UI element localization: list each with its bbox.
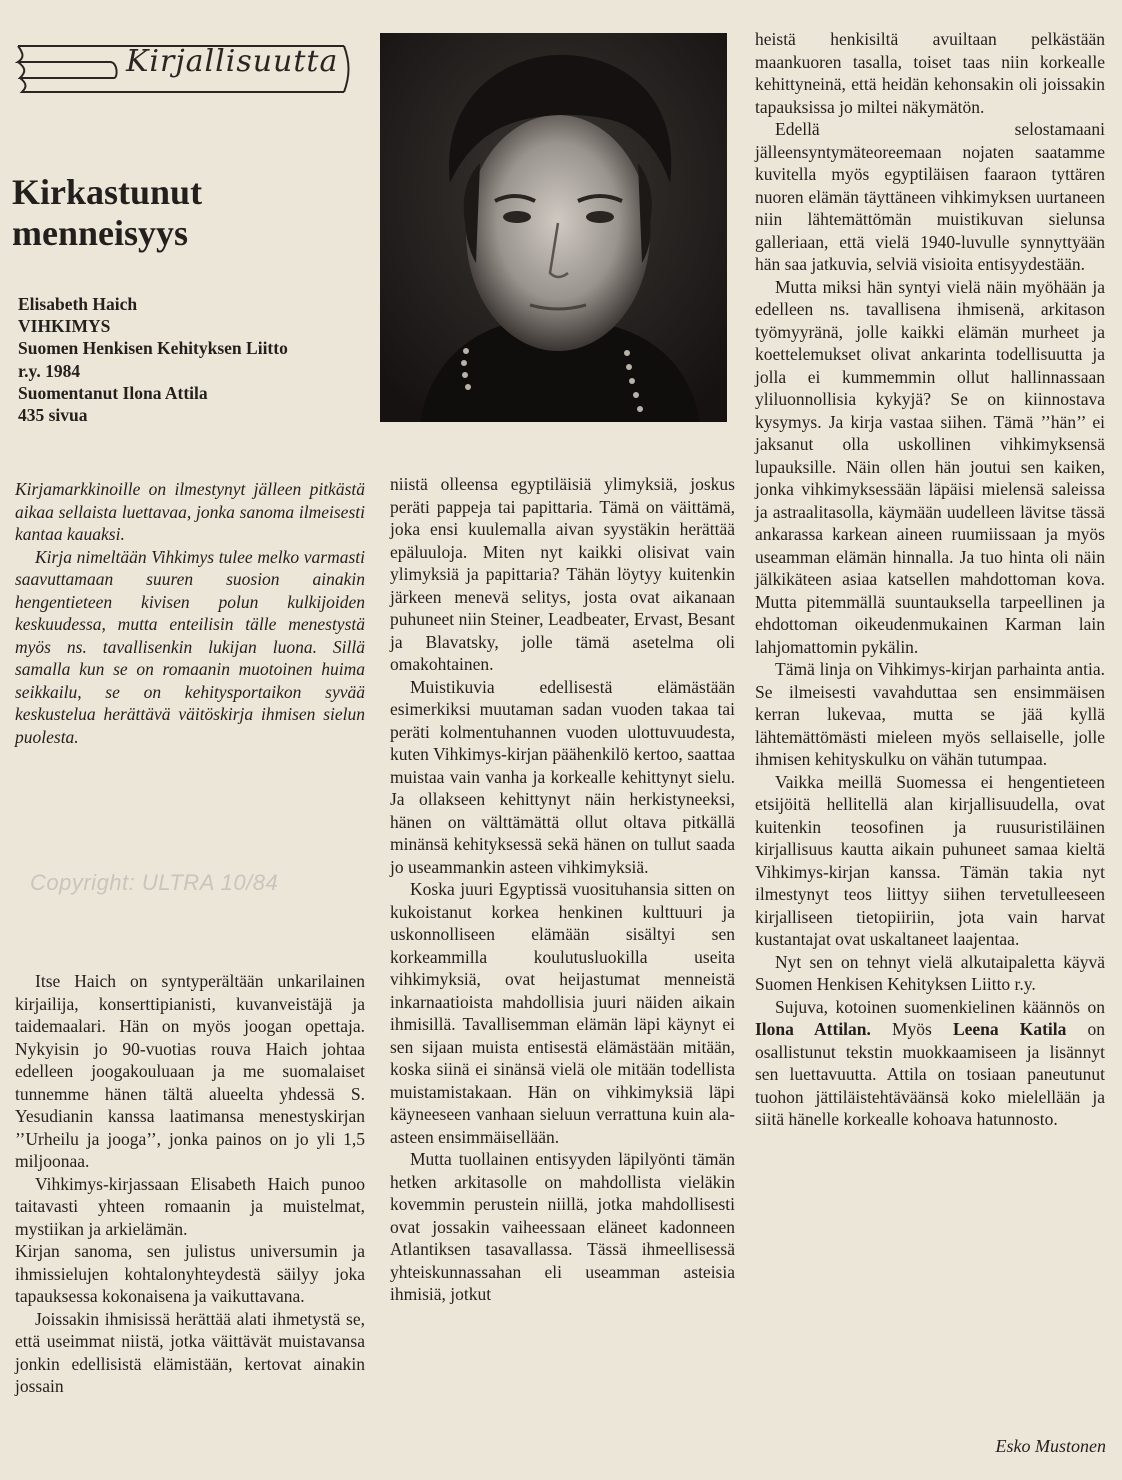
book-publisher-year: r.y. 1984: [18, 360, 81, 381]
section-title: Kirjallisuutta: [126, 44, 339, 79]
article-column-3: [755, 0, 1105, 1480]
book-pages: 435 sivua: [18, 405, 88, 426]
book-translator: Suomentanut Ilona Attila: [18, 382, 208, 403]
text-run: on osallistunut tekstin muokkaamiseen ja lisännyt sen luettavuutta. Attila on tosiaan paneutunut tuohon jättiläistehtäväänsä koko mielellään ja siitä hänelle korkealle kohoava hatunnosto.: [755, 1019, 1105, 1129]
body-paragraph: [755, 996, 1105, 1131]
body-paragraph: Koska juuri Egyptissä vuosituhansia sitten on kukoistanut korkea henkinen kulttuuri ja uskonnolliseen elämään sisältyi sen korkeammilla koulutusluokilla useita vihkimyksiä, ovat heijastumat menneistä inkarnaatioista mahdollisia juuri näiden aikain ihmisillä. Tavallisemman elämän läpi käynyt ei sen sijaan muista entisestä elämästään mitään, koska siinä ei sinänsä vielä ole mitään todellista muistamistakaan. Hän on vihkimyksiä läpi käyneeseen vanhaan sieluun verrattuna kuin ala-asteen ensimmäisellään.: [390, 879, 735, 1147]
body-paragraph: niistä olleensa egyptiläisiä ylimyksiä, joskus peräti pappeja tai papittaria. Tämä on väittämä, joka ensi kuulemalla aivan syystäkin herättää epäluuloja. Miten nyt kaikki olisivat vain ylimyksiä ja papittaria? Tähän löytyy kuitenkin järkeen menevä selitys, josta ovat aikanaan puhuneet niin Steiner, Leadbeater, Ervast, Besant ja Blavatsky, jolle tämä asetelma oli omakohtainen.: [390, 474, 735, 674]
book-publisher: Suomen Henkisen Kehityksen Liitto: [18, 338, 288, 359]
body-paragraph: Vaikka meillä Suomessa ei hengentieteen etsijöitä hellitellä alan kirjallisuudella, ovat kuitenkin teosofinen ja ruusuristiläinen kirjallisuus kautta aikain puhuneet samaa kieltä Vihkimys-kirjan kanssa. Tämän takia nyt ilmestynyt teos liittyy siihen tervetulleeseen kirjalliseen tietopiiriin, jota vain harvat kustantajat ovat uskaltaneet laajentaa.: [755, 771, 1105, 949]
headline-line-2: menneisyys: [12, 213, 189, 253]
body-paragraph: Edellä selostamaani jälleensyntymäteoreemaan nojaten saatamme kuvitella myös egyptiläisen faaraon tyttären nuoren elämän täyttäneen vihkimyksen uurtaneen niin lähtemättömän muistikuvan sielunsa galleriaan, että vielä 1940-luvulle synnyttyään hän saa jatkuvia, selviä visioita entisyydestään.: [755, 119, 1105, 274]
body-paragraph: Tämä linja on Vihkimys-kirjan parhainta antia. Se ilmeisesti vavahduttaa sen ensimmäisen kerran lukevaa, mutta se jää kyllä lähtemättömästi mieleen myös sellaiselle, jolle ihmisen kehityskulku on vähän tutumpaa.: [755, 659, 1105, 769]
text-run: Sujuva, kotoinen suomenkielinen käännös on: [775, 996, 1105, 1017]
body-paragraph: Itse Haich on syntyperältään unkarilainen kirjailija, konserttipianisti, kuvanveistäjä ja taidemaalari. Hän on myös joogan opettaja. Nykyisin jo 90-vuotias rouva Haich johtaa edelleen joogakouluaan ja me suomalaiset tunnemme hänen tältä alueelta yhdessä S. Yesudianin kanssa laatimansa menestyskirjan ’’Urheilu ja jooga’’, jonka painos on jo yli 1,5 miljoonaa.: [15, 971, 365, 1171]
editor-name: Leena Katila: [952, 1019, 1067, 1039]
body-paragraph: Joissakin ihmisissä herättää alati ihmetystä se, että useimmat niistä, jotka väittävät muistavansa jonkin edellisistä elämistään, kertovat ainakin jossain: [15, 1308, 365, 1396]
body-paragraph: Vihkimys-kirjassaan Elisabeth Haich punoo taitavasti yhteen romaanin ja muistelmat, mystiikan ja arkielämän.: [15, 1173, 365, 1239]
book-author: Elisabeth Haich: [18, 294, 138, 314]
article-intro: [15, 478, 365, 748]
copyright-watermark: Copyright: ULTRA 10/84: [30, 870, 279, 895]
book-info: [18, 293, 363, 426]
translator-name: Ilona Attilan.: [755, 1019, 871, 1039]
body-paragraph: Nyt sen on tehnyt vielä alkutaipaletta käyvä Suomen Henkisen Kehityksen Liitto r.y.: [755, 951, 1105, 994]
article-headline: [12, 172, 362, 254]
body-paragraph: Mutta tuollainen entisyyden läpilyönti tämän hetken arkitasolle on mahdollista vieläkin kovemmin perustein niillä, jotka mahdollisesti ovat jossakin vaiheessaan eläneet kadonneen Atlantiksen tasavallassa. Tässä ihmeellisessä yhteiskunnassahan eli useamman asteisia ihmisiä, jotkut: [390, 1149, 735, 1304]
intro-paragraph: Kirja nimeltään Vihkimys tulee melko varmasti saavuttamaan suuren suosion ainakin hengentieteen kivisen polun kulkijoiden keskuudessa, mutta enteilisin tälle menestystä myös ns. tavallisenkin lukijan luona. Sillä samalla kun se on romaanin muotoinen huima seikkailu, se on kehitysportaikon syvää keskustelua herättävä väitöskirja ihmisen sielun puolesta.: [15, 546, 365, 747]
article-signature: Esko Mustonen: [995, 1436, 1106, 1456]
intro-paragraph: Kirjamarkkinoille on ilmestynyt jälleen pitkästä aikaa sellaista luettavaa, jonka sanoma ilmeisesti kantaa kauaksi.: [15, 479, 365, 544]
headline-line-1: Kirkastunut: [12, 172, 203, 212]
text-run: Myös: [870, 1019, 953, 1039]
body-paragraph: Kirjan sanoma, sen julistus universumin ja ihmissielujen kohtalonyhteydestä säilyy joka tapauksessa kokonaisena ja vaikuttavana.: [15, 1241, 365, 1306]
body-paragraph: Mutta miksi hän syntyi vielä näin myöhään ja edelleen ns. tavallisena ihmisenä, arkitason työmyyränä, jolle kaikki elämän murheet ja koettelemukset olivat ankarinta todellisuutta ja jolla ei kummemmin ollut hallinnassaan yliluonnollisia kykyjä? Se on kiinnostava kysymys. Ja kirja vastaa siihen. Tämä ’’hän’’ ei jaksanut olla uskollinen vihkimyksensä lupauksille. Näin ollen hän joutui sen kaiken, jonka vihkimyksessään läpäisi mielensä saleissa ja astraalitasolla, käymään uudelleen lävitse tässä ankarassa karkean aineen ruumiissaan ja myös useamman elämän hinnalla. Ja tuo hinta oli näin jälkikäteen asiaa katsellen mahdottoman kova. Mutta pitemmällä suuntauksella tarpeellinen ja ehdottoman oikeudenmukainen Karman lain lahjomattomin pykälin.: [755, 276, 1105, 657]
article-column-2: [390, 0, 735, 1480]
book-title: VIHKIMYS: [18, 316, 111, 337]
body-paragraph: Muistikuvia edellisestä elämästään esimerkiksi muutaman sadan vuoden takaa tai peräti kolmentuhannen vuoden ulottuvuudesta, kuten Vihkimys-kirjan päähenkilö kertoo, saattaa muistaa vain vanha ja korkealle kehittynyt sielu. Ja ollakseen kehittynyt näin herkistyneeksi, hänen on välttämättä ollut oltava pitkällä minänsä kehityksessä sekä hänen on tullut saada jo useammankin asteen vihkimyksiä.: [390, 676, 735, 877]
article-column-1: [15, 970, 365, 1398]
section-header: [14, 32, 354, 94]
body-paragraph: heistä henkisiltä avuiltaan pelkästään maankuoren tasalla, toiset taas niin korkealle kehittyneinä, että heidän kehonsakin oli joissakin tapauksissa jo miltei näkymätön.: [755, 29, 1105, 117]
